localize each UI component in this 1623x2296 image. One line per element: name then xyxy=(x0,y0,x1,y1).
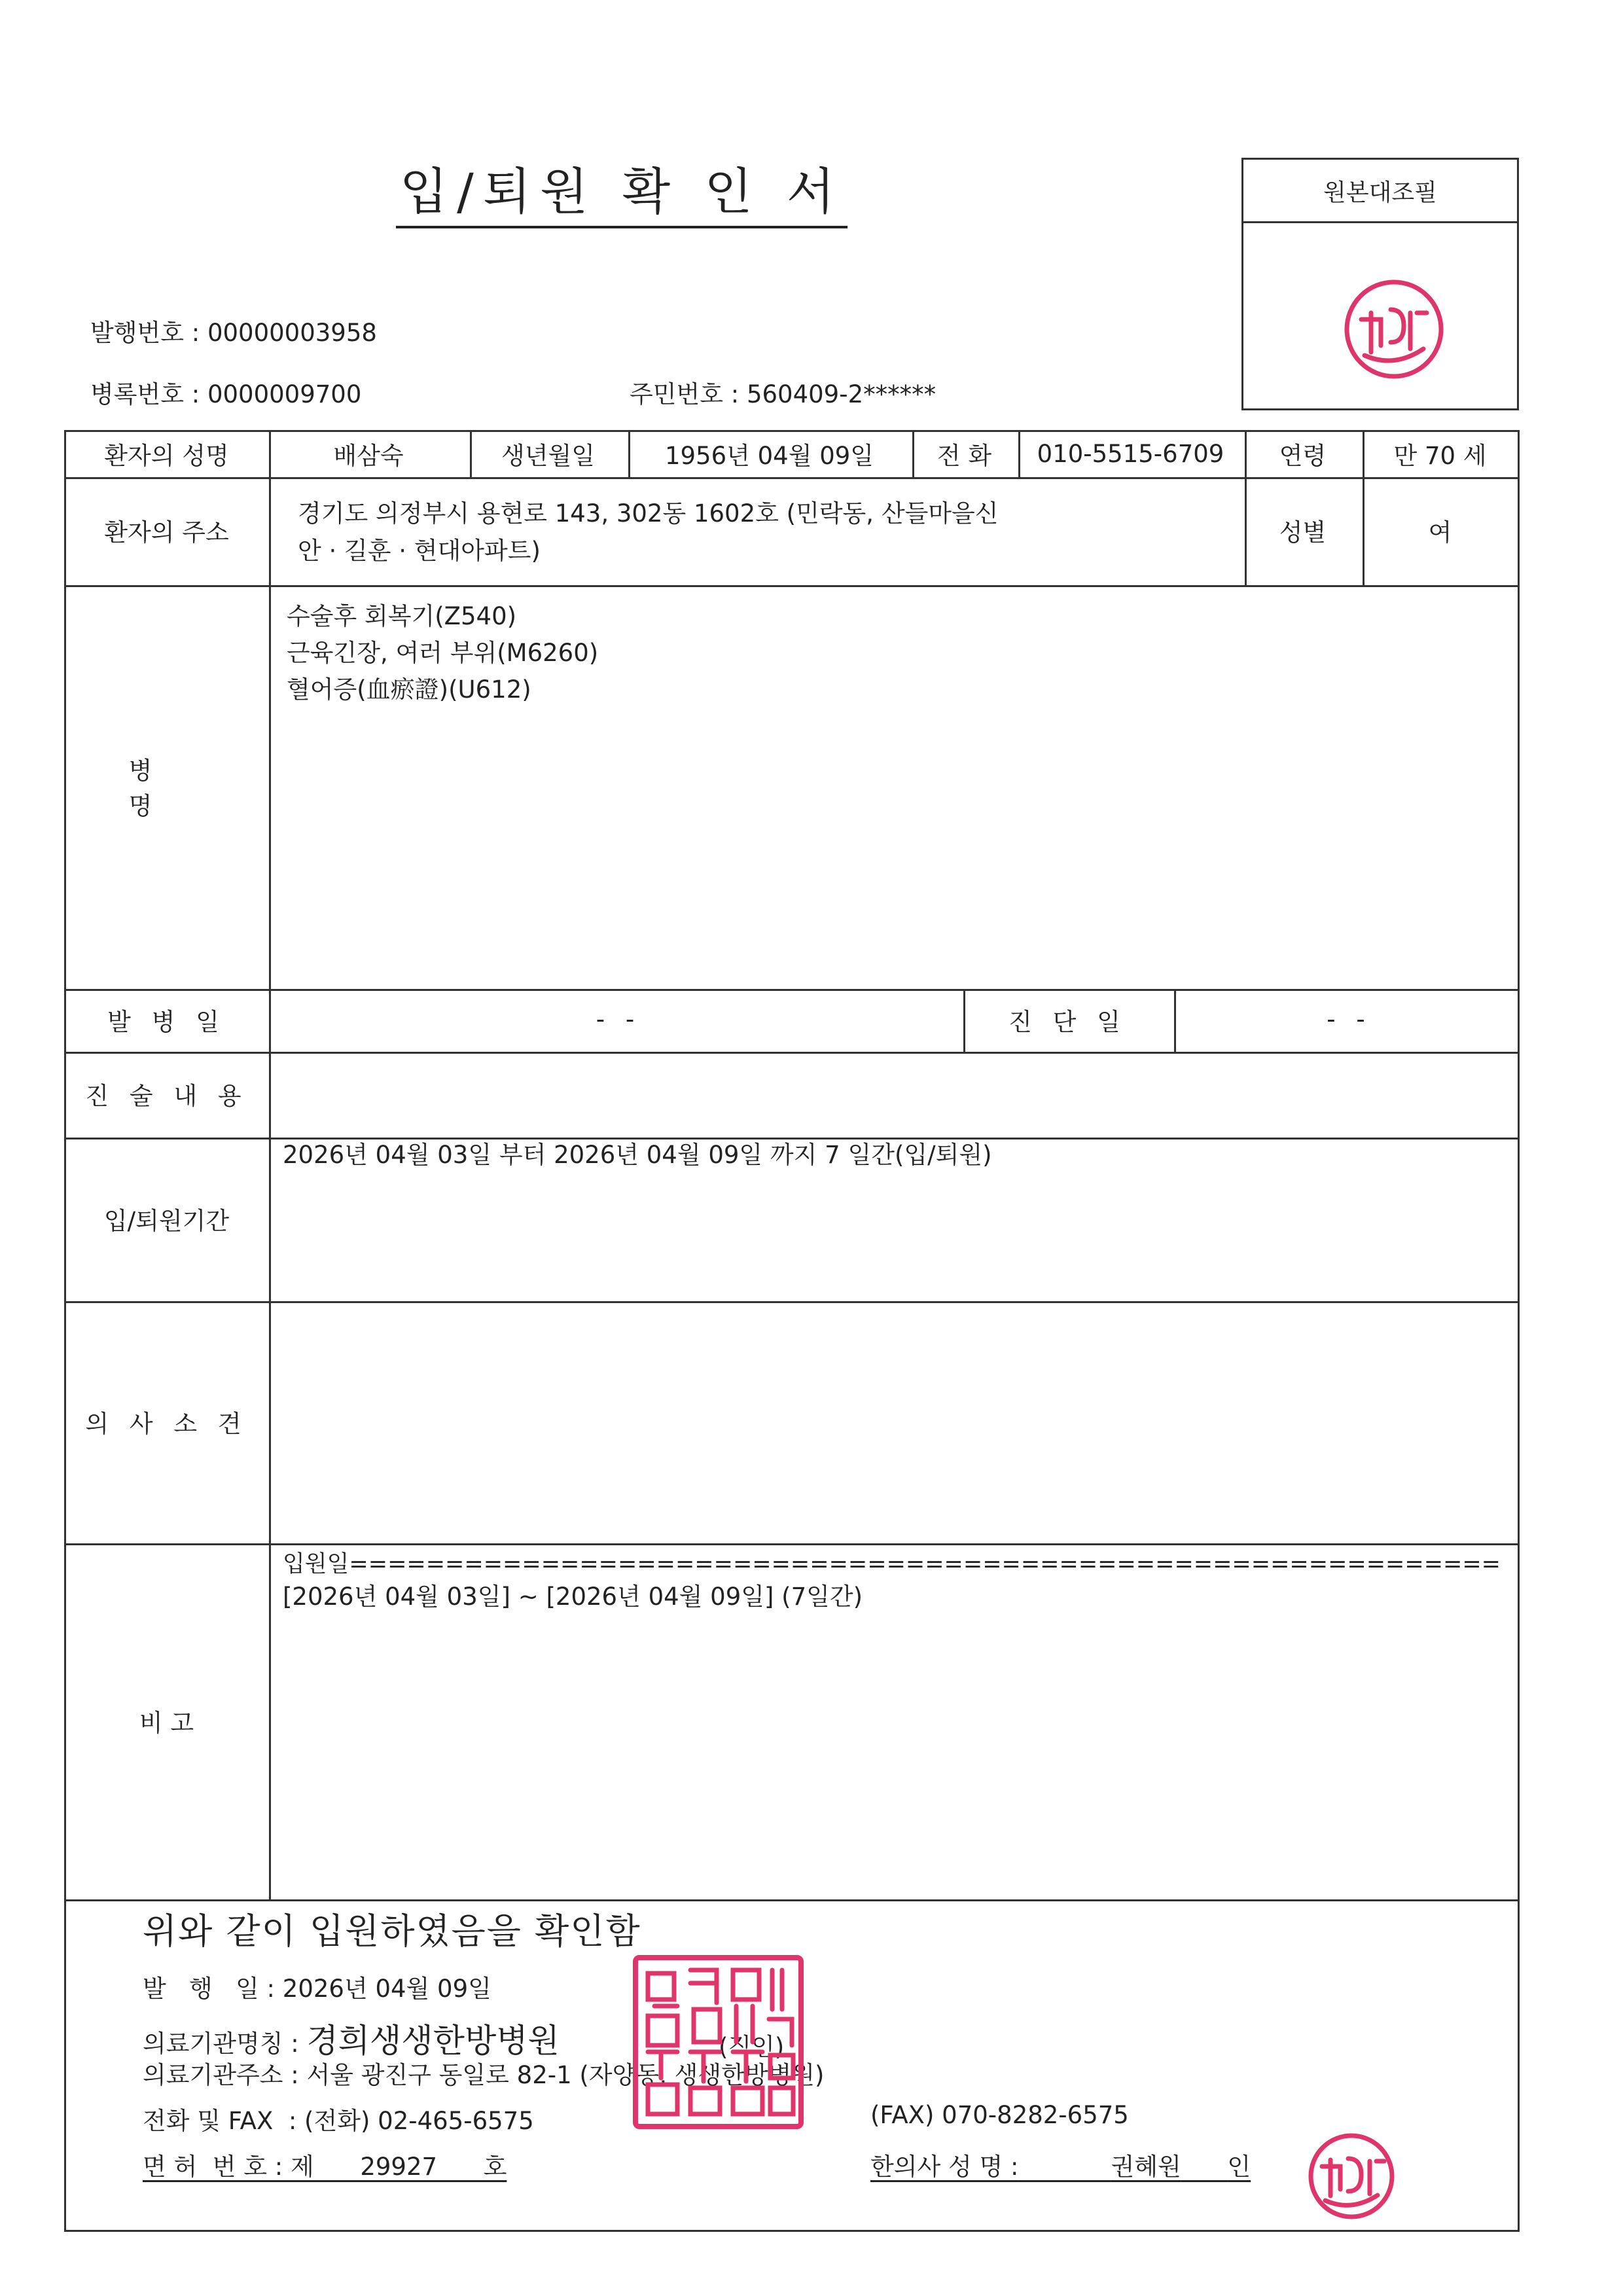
diagnosis-date: - - xyxy=(1327,1005,1365,1033)
address-label: 환자의 주소 xyxy=(104,518,229,547)
patient-age: 만 70 세 xyxy=(1393,442,1487,470)
birth-date: 1956년 04월 09일 xyxy=(664,442,874,470)
period-value: 2026년 04월 03일 부터 2026년 04월 09일 까지 7 일간(입/퇴원) xyxy=(283,1141,992,1169)
institution-address-row: 의료기관주소 : 서울 광진구 동일로 82-1 (자양동, 생생한방병원) xyxy=(143,2061,825,2089)
doctor-seal-icon xyxy=(1293,2127,1410,2225)
patient-name: 배삼숙 xyxy=(333,442,404,470)
diagnosis-date-label: 진 단 일 xyxy=(1008,1007,1127,1036)
issue-date-row: 발 행 일 : 2026년 04월 09일 xyxy=(143,1975,491,2003)
record-number: 병록번호 : 0000009700 xyxy=(90,380,362,408)
patient-address-line2: 안 · 길훈 · 현대아파트) xyxy=(298,537,541,565)
remarks-line2: [2026년 04월 03일] ~ [2026년 04월 09일] (7일간) xyxy=(283,1583,863,1611)
institution-name-row: 의료기관명칭 : 경희생생한방병원 xyxy=(143,2022,560,2060)
original-verification-label: 원본대조필 xyxy=(1243,160,1517,223)
issue-number: 발행번호 : 00000003958 xyxy=(90,319,377,347)
verification-seal-icon xyxy=(1335,274,1453,385)
age-label: 연령 xyxy=(1279,442,1327,470)
phone-fax-row: 전화 및 FAX : (전화) 02-465-6575 xyxy=(143,2107,534,2135)
patient-name-label: 환자의 성명 xyxy=(104,442,229,470)
opinion-label: 의 사 소 견 xyxy=(85,1409,248,1438)
fax-number: (FAX) 070-8282-6575 xyxy=(870,2101,1129,2129)
diagnosis-item: 근육긴장, 여러 부위(M6260) xyxy=(287,639,599,667)
onset-label: 발 병 일 xyxy=(107,1007,226,1036)
license-row: 면 허 번 호 : 제 29927 호 xyxy=(143,2153,507,2181)
onset-date: - - xyxy=(596,1005,635,1033)
document-title: 입/퇴원 확 인 서 xyxy=(0,152,1243,223)
patient-address-line1: 경기도 의정부시 용현로 143, 302동 1602호 (민락동, 산들마을신 xyxy=(298,499,999,528)
seal-note: (직인) xyxy=(719,2033,785,2061)
period-label: 입/퇴원기간 xyxy=(103,1206,230,1235)
patient-phone: 010-5515-6709 xyxy=(1037,439,1224,468)
diagnosis-item: 수술후 회복기(Z540) xyxy=(287,602,517,630)
resident-number: 주민번호 : 560409-2****** xyxy=(630,380,936,408)
confirmation-statement: 위와 같이 입원하였음을 확인함 xyxy=(143,1910,641,1952)
doctor-row: 한의사 성 명 : 권혜원 인 xyxy=(870,2153,1251,2181)
institution-seal-icon xyxy=(632,1954,805,2130)
sex-label: 성별 xyxy=(1279,518,1327,547)
statement-label: 진 술 내 용 xyxy=(85,1082,248,1110)
remarks-label: 비 고 xyxy=(139,1708,194,1737)
birth-date-label: 생년월일 xyxy=(501,442,595,470)
diagnosis-item: 혈어증(血瘀證)(U612) xyxy=(287,675,531,704)
phone-label: 전 화 xyxy=(936,442,992,470)
diagnosis-label: 병 명 xyxy=(128,757,205,820)
patient-sex: 여 xyxy=(1428,518,1452,547)
remarks-line1: 입원일============================================================ xyxy=(283,1551,1501,1577)
